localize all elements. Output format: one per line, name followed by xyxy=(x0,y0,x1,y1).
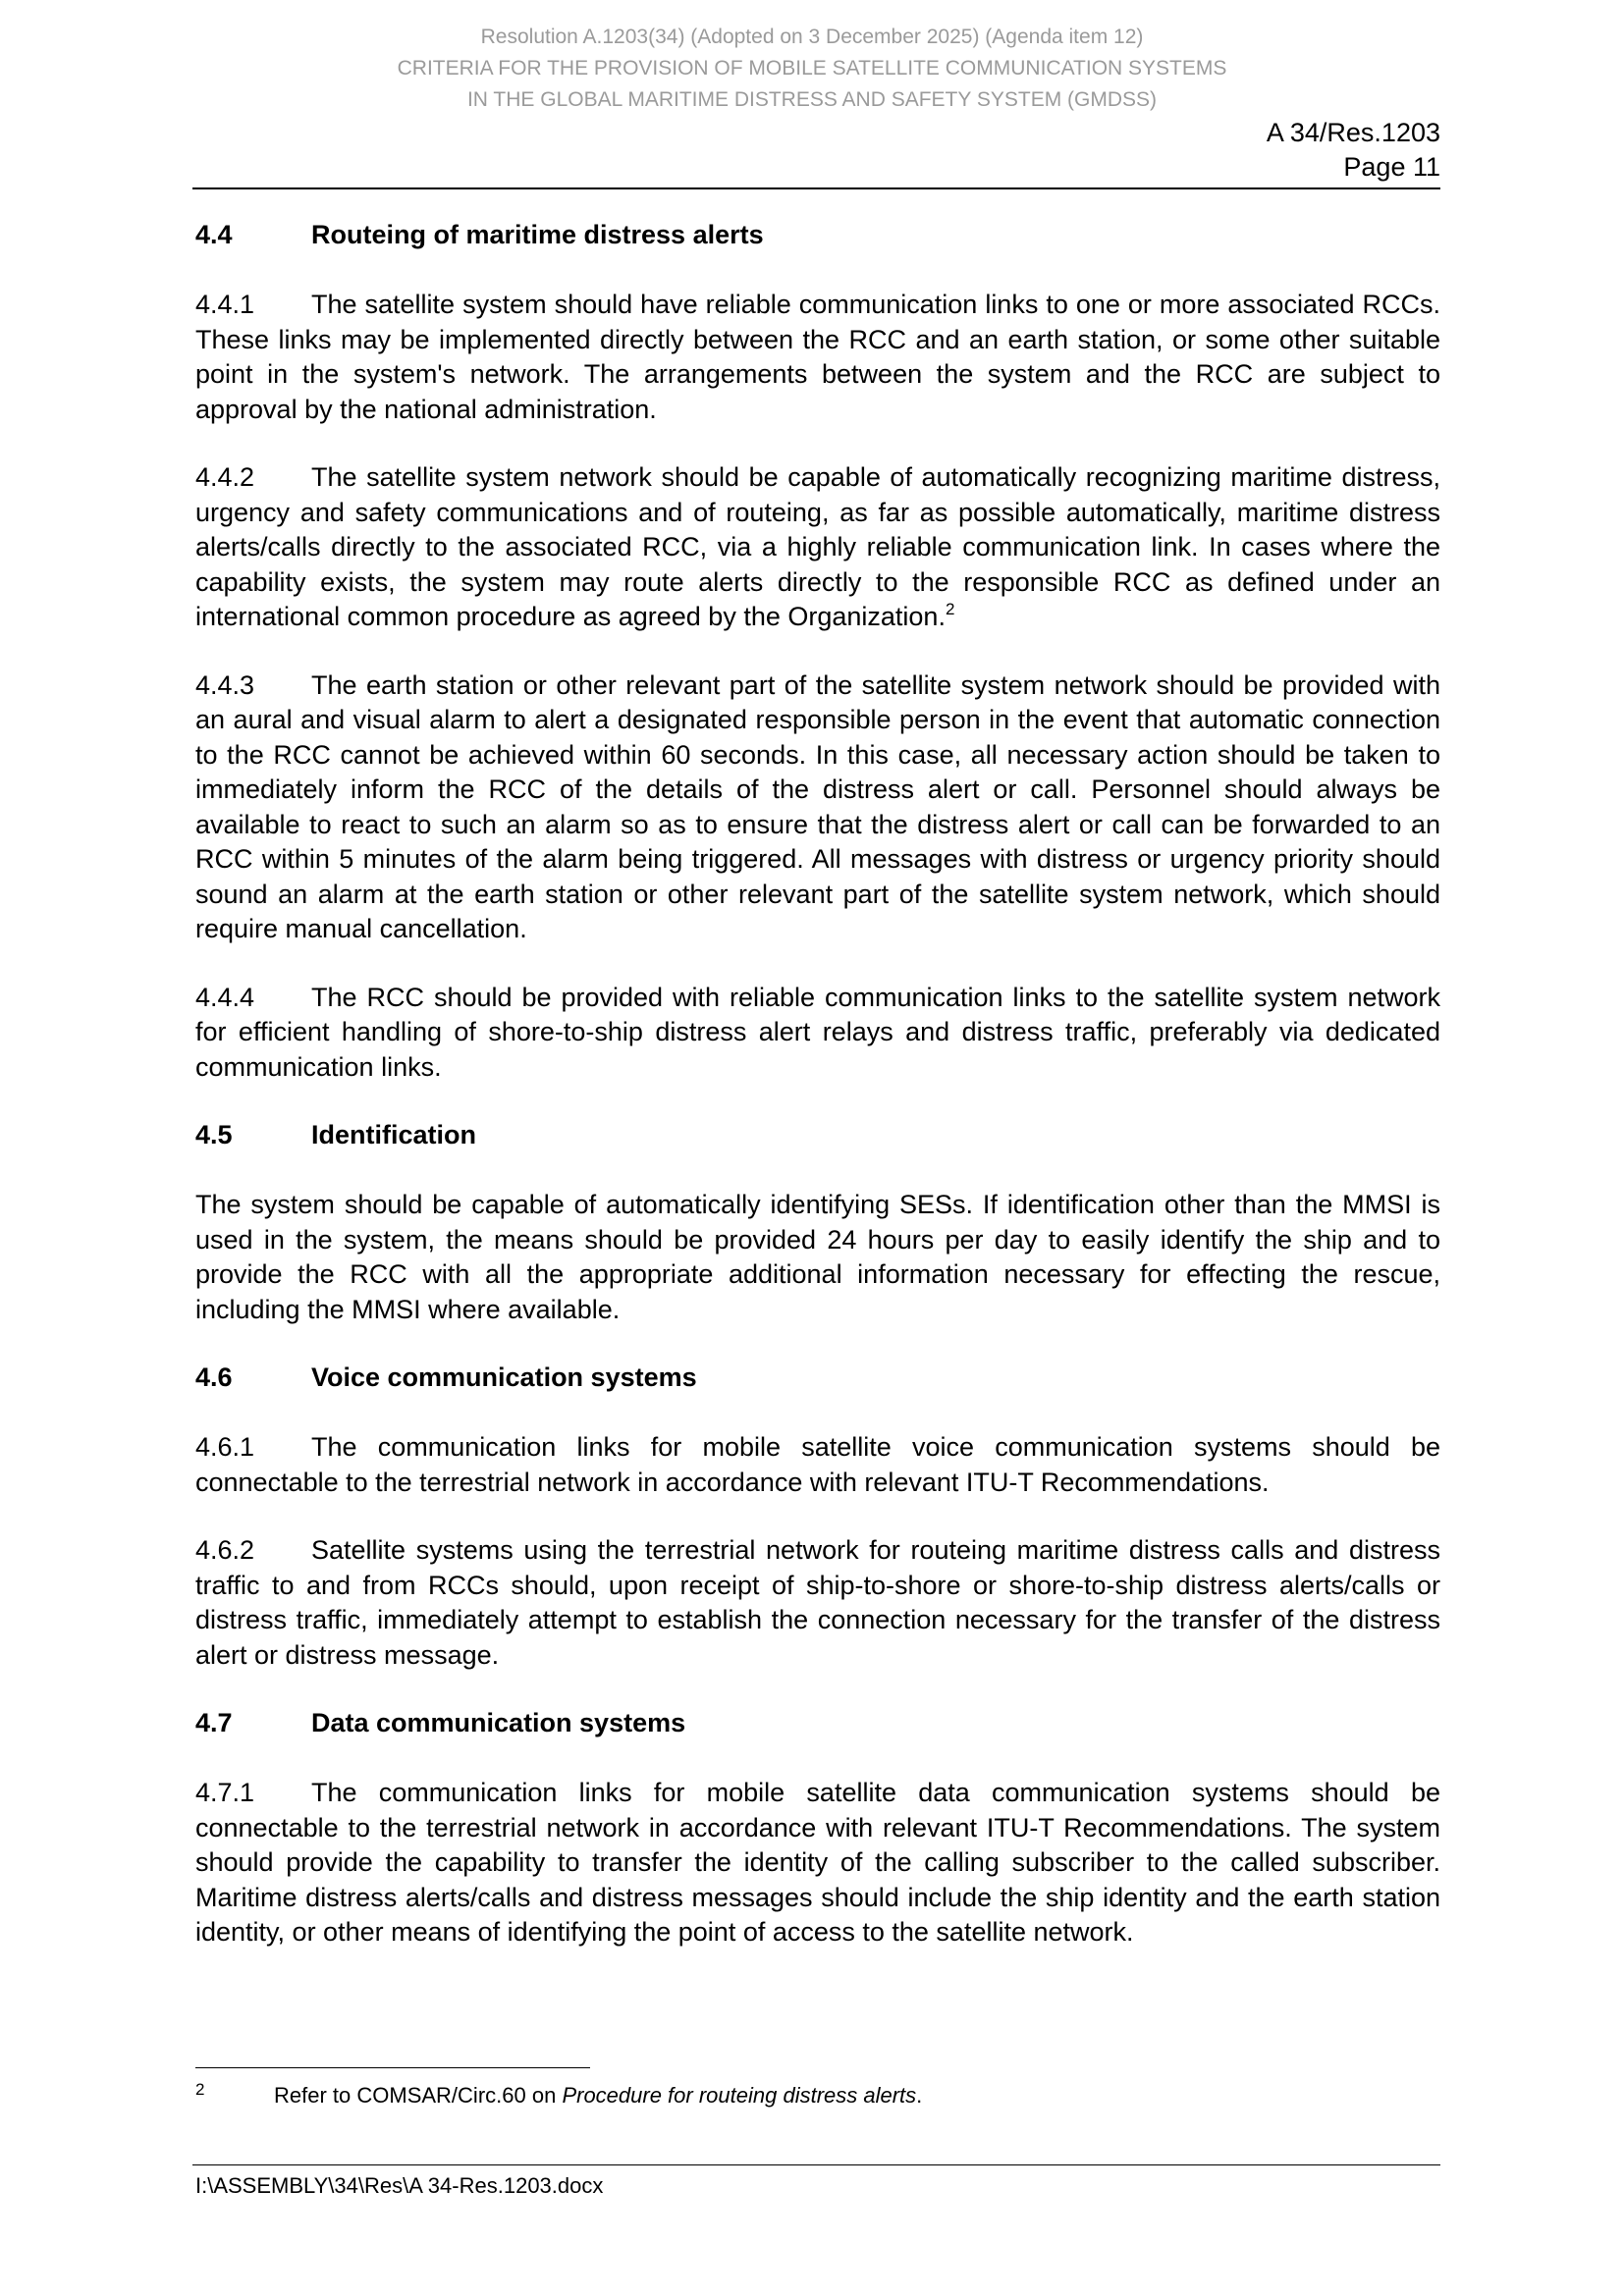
section-number: 4.7 xyxy=(195,1708,233,1737)
header-line-title-2: IN THE GLOBAL MARITIME DISTRESS AND SAFETY SYSTEM (GMDSS) xyxy=(466,88,1158,111)
header-line-resolution: Resolution A.1203(34) (Adopted on 3 December 2025) (Agenda item 12) xyxy=(480,26,1144,48)
paragraph-number: 4.6.1 xyxy=(195,1432,255,1462)
doc-symbol: A 34/Res.1203 xyxy=(1266,118,1440,147)
section-number: 4.6 xyxy=(195,1362,233,1392)
paragraph-number: 4.4.2 xyxy=(195,462,255,492)
header-line-title-1: CRITERIA FOR THE PROVISION OF MOBILE SATELLITE COMMUNICATION SYSTEMS xyxy=(397,57,1227,80)
paragraph-4-4-4 xyxy=(195,981,1440,1086)
paragraph-text: The earth station or other relevant part of the satellite system network should be provided with an aural and visual alarm to alert a designated responsible person in the event that automatic connection to the RCC cannot be achieved within 60 seconds. In this case, all necessary action should be taken to immediately inform the RCC of the details of the distress alert or call. Personnel should always be available to react to such an alarm so as to ensure that the distress alert or call can be forwarded to an RCC within 5 minutes of the alarm being triggered. All messages with distress or urgency priority should sound an alarm at the earth station or other relevant part of the satellite system network, which should require manual cancellation. xyxy=(195,669,1440,943)
paragraph-text: The system should be capable of automatically identifying SESs. If identification other than the MMSI is used in the system, the means should be provided 24 hours per day to easily identify the ship and to provide the RCC with all the appropriate additional information necessary for effecting the rescue, including the MMSI where available. xyxy=(195,1190,1440,1324)
paragraph-4-4-1 xyxy=(195,288,1440,427)
section-title: Identification xyxy=(311,1120,476,1149)
section-heading-4-4 xyxy=(195,218,1440,253)
paragraph-text: The satellite system should have reliable communication links to one or more associated RCCs. These links may be implemented directly between the RCC and an earth station, or some other suitable point in the system's network. The arrangements between the system and the RCC are subject to approval by the national administration. xyxy=(195,290,1440,424)
paragraph-4-6-2 xyxy=(195,1533,1440,1673)
document-body xyxy=(195,218,1440,1984)
footnote-separator xyxy=(195,2067,590,2068)
section-heading-4-7 xyxy=(195,1706,1440,1741)
footer-file-path: I:\ASSEMBLY\34\Res\A 34-Res.1203.docx xyxy=(195,2173,604,2198)
paragraph-number: 4.6.2 xyxy=(195,1535,255,1565)
footnote-text-italic: Procedure for routeing distress alerts xyxy=(562,2083,917,2108)
paragraph-4-6-1 xyxy=(195,1430,1440,1500)
paragraph-4-4-2 xyxy=(195,460,1440,635)
section-number: 4.5 xyxy=(195,1120,233,1149)
paragraph-4-4-3 xyxy=(195,668,1440,947)
page-number: Page 11 xyxy=(1343,152,1440,182)
footnote-text-prefix: Refer to COMSAR/Circ.60 on xyxy=(274,2083,563,2108)
section-heading-4-6 xyxy=(195,1361,1440,1396)
section-title: Voice communication systems xyxy=(311,1362,697,1392)
running-header xyxy=(295,22,1329,116)
paragraph-text: The satellite system network should be capable of automatically recognizing maritime distress, urgency and safety communications and of routeing, as far as possible automatically, maritime distress alerts/calls directly to the associated RCC, via a highly reliable communication link. In cases where the capability exists, the system may route alerts directly to the responsible RCC as defined under an international common procedure as agreed by the Organization. xyxy=(195,462,1440,631)
footnote-reference[interactable]: 2 xyxy=(945,600,955,618)
header-divider xyxy=(192,187,1440,189)
section-number: 4.4 xyxy=(195,220,233,249)
section-title: Routeing of maritime distress alerts xyxy=(311,220,764,249)
paragraph-text: Satellite systems using the terrestrial network for routeing maritime distress calls and distress traffic to and from RCCs should, upon receipt of ship-to-shore or shore-to-ship distress alerts/calls or distress traffic, immediately attempt to establish the connection necessary for the transfer of the distress alert or distress message. xyxy=(195,1535,1440,1670)
paragraph-number: 4.4.4 xyxy=(195,982,255,1012)
paragraph-4-7-1 xyxy=(195,1776,1440,1950)
paragraph-number: 4.4.1 xyxy=(195,290,255,319)
section-heading-4-5 xyxy=(195,1118,1440,1153)
paragraph-4-5 xyxy=(195,1188,1440,1327)
paragraph-text: The communication links for mobile satellite voice communication systems should be connectable to the terrestrial network in accordance with relevant ITU-T Recommendations. xyxy=(195,1432,1440,1497)
footnote: 2 Refer to COMSAR/Circ.60 on Procedure for routeing distress alerts. xyxy=(195,2080,923,2108)
paragraph-text: The RCC should be provided with reliable communication links to the satellite system network for efficient handling of shore-to-ship distress alert relays and distress traffic, preferably via dedicated communication links. xyxy=(195,982,1440,1082)
paragraph-number: 4.4.3 xyxy=(195,669,255,700)
footnote-text-suffix: . xyxy=(916,2083,923,2108)
document-reference xyxy=(1048,116,1440,185)
paragraph-text: The communication links for mobile satellite data communication systems should be connectable to the terrestrial network in accordance with relevant ITU-T Recommendations. The system should provide the capability to transfer the identity of the calling subscriber to the called subscriber. Maritime distress alerts/calls and distress messages should include the ship identity and the earth station identity, or other means of identifying the point of access to the satellite network. xyxy=(195,1778,1440,1947)
section-title: Data communication systems xyxy=(311,1708,686,1737)
paragraph-number: 4.7.1 xyxy=(195,1778,255,1807)
footer-divider xyxy=(192,2164,1440,2165)
